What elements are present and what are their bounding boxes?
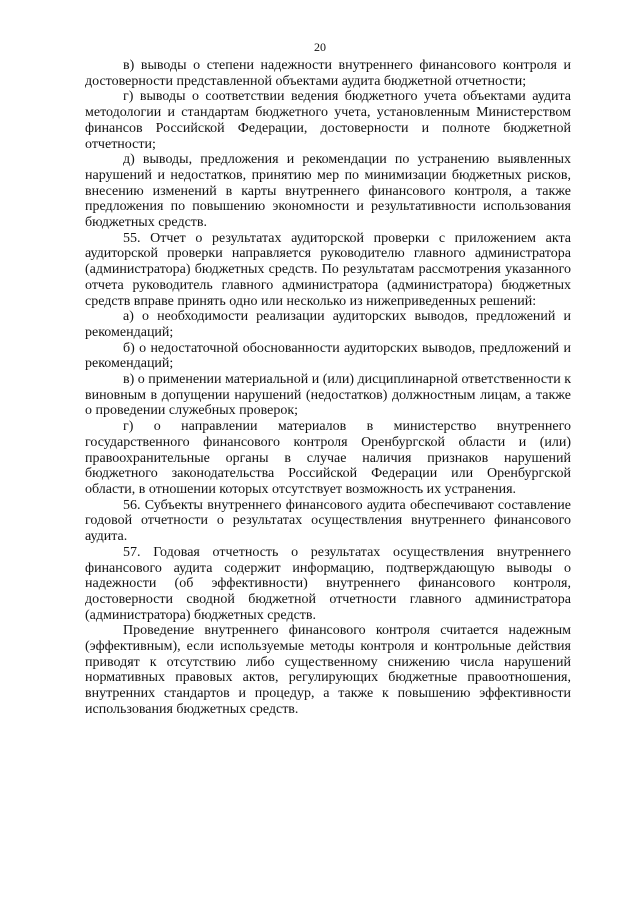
document-body	[85, 58, 571, 718]
paragraph-item-d: д) выводы, предложения и рекомендации по устранению выявленных нарушений и недостатков, принятию мер по минимизации бюджетных рисков, внесению изменений в карты внутреннего финансового контроля, а также предложения по повышению экономности и результативности использования бюджетных средств.	[85, 152, 571, 231]
paragraph-clause-55: 55. Отчет о результатах аудиторской проверки с приложением акта аудиторской проверки направляется руководителю главного администратора (администратора) бюджетных средств. По результатам рассмотрения указанного отчета руководитель главного администратора (администратора) бюджетных средств вправе принять одно или несколько из нижеприведенных решений:	[85, 230, 571, 309]
paragraph-clause-56: 56. Субъекты внутреннего финансового аудита обеспечивают составление годовой отчетности о результатах осуществления внутреннего финансового аудита.	[85, 497, 571, 545]
page-number: 20	[314, 40, 326, 54]
paragraph-decision-g: г) о направлении материалов в министерство внутреннего государственного финансового контроля Оренбургской области и (или) правоохранительные органы в случае наличия признаков нарушений бюджетного законодательства Российской Федерации или Оренбургской области, в отношении которых отсутствует возможность их устранения.	[85, 419, 571, 497]
paragraph-decision-v: в) о применении материальной и (или) дисциплинарной ответственности к виновным в допущении нарушений (недостатков) должностным лицам, а также о проведении служебных проверок;	[85, 372, 571, 419]
paragraph-control-reliability: Проведение внутреннего финансового контроля считается надежным (эффективным), если используемые методы контроля и контрольные действия приводят к отсутствию либо существенному снижению числа нарушений нормативных правовых актов, регулирующих бюджетные правоотношения, внутренних стандартов и процедур, а также к повышению эффективности использования бюджетных средств.	[85, 623, 571, 717]
paragraph-clause-57: 57. Годовая отчетность о результатах осуществления внутреннего финансового аудита содержит информацию, подтверждающую выводы о надежности (об эффективности) внутреннего финансового контроля, достоверности сводной бюджетной отчетности главного администратора (администратора) бюджетных средств.	[85, 544, 571, 623]
paragraph-decision-a: а) о необходимости реализации аудиторских выводов, предложений и рекомендаций;	[85, 309, 571, 340]
paragraph-item-v: в) выводы о степени надежности внутреннего финансового контроля и достоверности представленной объектами аудита бюджетной отчетности;	[85, 58, 571, 89]
paragraph-decision-b: б) о недостаточной обоснованности аудиторских выводов, предложений и рекомендаций;	[85, 340, 571, 372]
paragraph-item-g: г) выводы о соответствии ведения бюджетного учета объектами аудита методологии и стандартам бюджетного учета, установленным Министерством финансов Российской Федерации, достоверности и полноте бюджетной отчетности;	[85, 89, 571, 152]
